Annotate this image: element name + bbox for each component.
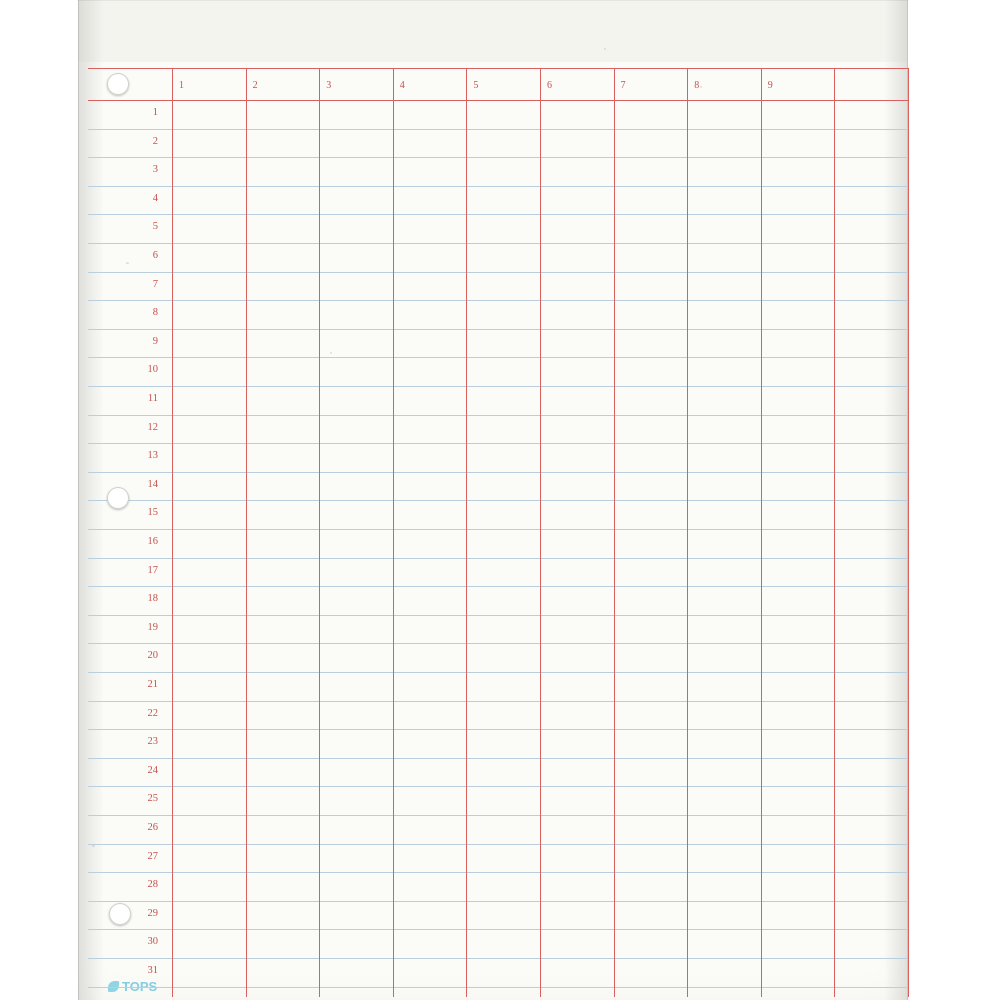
row-rule [88, 929, 908, 930]
column-header-number: 1 [179, 80, 184, 91]
column-header-number: 7 [620, 80, 626, 91]
punch-hole-top [107, 73, 129, 95]
row-number: 21 [147, 679, 158, 690]
row-rule [88, 701, 908, 702]
column-header-number: 9 [767, 80, 773, 91]
row-rule [88, 472, 908, 473]
column-divider [687, 68, 688, 997]
row-number: 28 [147, 879, 158, 891]
row-rule [88, 643, 908, 644]
row-number: 26 [147, 822, 158, 833]
row-number: 10 [147, 364, 158, 376]
paper-left-edge [78, 0, 79, 1000]
row-rule [88, 958, 908, 959]
column-divider [246, 68, 247, 997]
column-divider [319, 68, 320, 997]
row-rule [88, 300, 908, 301]
column-header-number: 5 [473, 80, 479, 91]
row-rule [88, 500, 908, 501]
paper-top-margin [78, 0, 908, 62]
row-rule [88, 729, 908, 730]
row-rule [88, 415, 908, 416]
column-header-number: 6 [547, 80, 552, 91]
row-rule [88, 844, 908, 845]
column-divider [908, 68, 909, 997]
row-number: 13 [147, 450, 158, 462]
column-divider [466, 68, 467, 997]
row-rule [88, 901, 908, 902]
row-rule [88, 987, 908, 988]
row-number: 2 [152, 135, 158, 147]
row-number: 22 [147, 707, 158, 719]
row-number: 11 [147, 393, 158, 404]
row-rule [88, 214, 908, 215]
row-rule [88, 357, 908, 358]
row-number: 20 [147, 650, 158, 662]
paper-top-edge [78, 0, 908, 1]
header-bottom-rule [88, 100, 908, 101]
row-number: 7 [152, 278, 158, 290]
column-header-number: 2 [252, 80, 258, 91]
row-rule [88, 329, 908, 330]
row-rule [88, 243, 908, 244]
row-rule [88, 186, 908, 187]
column-divider [393, 68, 394, 997]
row-number: 19 [147, 621, 158, 633]
row-number: 6 [152, 250, 158, 261]
column-header-number: 4 [399, 80, 405, 91]
column-header-number: 3 [326, 80, 332, 91]
punch-hole-middle [107, 487, 129, 509]
row-number: 31 [147, 965, 158, 976]
row-number: 27 [147, 850, 158, 862]
row-rule [88, 815, 908, 816]
header-top-rule [88, 68, 908, 69]
punch-hole-bottom [109, 903, 131, 925]
row-rule [88, 615, 908, 616]
row-number: 17 [147, 564, 158, 576]
row-number: 9 [152, 335, 158, 347]
row-number: 1 [152, 107, 158, 118]
paper-speck [700, 86, 702, 88]
row-number: 8 [152, 307, 158, 319]
row-rule [88, 529, 908, 530]
column-header-number: 8 [694, 80, 700, 91]
row-rule [88, 758, 908, 759]
brand-label: TOPS [122, 979, 158, 994]
row-rule [88, 872, 908, 873]
row-rule [88, 272, 908, 273]
column-divider-primary [172, 68, 173, 997]
row-rule [88, 586, 908, 587]
row-number: 4 [152, 192, 158, 204]
row-rule [88, 786, 908, 787]
row-number: 12 [147, 421, 158, 433]
row-rule [88, 129, 908, 130]
row-number: 23 [147, 736, 158, 748]
row-number: 5 [152, 221, 158, 233]
column-divider [761, 68, 762, 997]
column-divider [540, 68, 541, 997]
row-number: 15 [147, 507, 158, 519]
row-number: 16 [147, 536, 158, 547]
paper-speck [330, 352, 332, 354]
row-number: 25 [147, 793, 158, 805]
row-number: 18 [147, 593, 158, 605]
paper-speck [126, 262, 129, 264]
ledger-grid [88, 63, 908, 983]
row-rule [88, 157, 908, 158]
row-number: 3 [152, 164, 158, 176]
paper-speck [604, 48, 606, 50]
row-rule [88, 558, 908, 559]
row-number: 30 [147, 936, 158, 948]
column-divider [834, 68, 835, 997]
row-number: 14 [147, 478, 158, 490]
row-rule [88, 386, 908, 387]
row-rule [88, 443, 908, 444]
row-rule [88, 672, 908, 673]
column-divider [614, 68, 615, 997]
row-number: 24 [147, 764, 158, 776]
paper-speck [92, 845, 95, 847]
row-number: 29 [147, 907, 158, 919]
